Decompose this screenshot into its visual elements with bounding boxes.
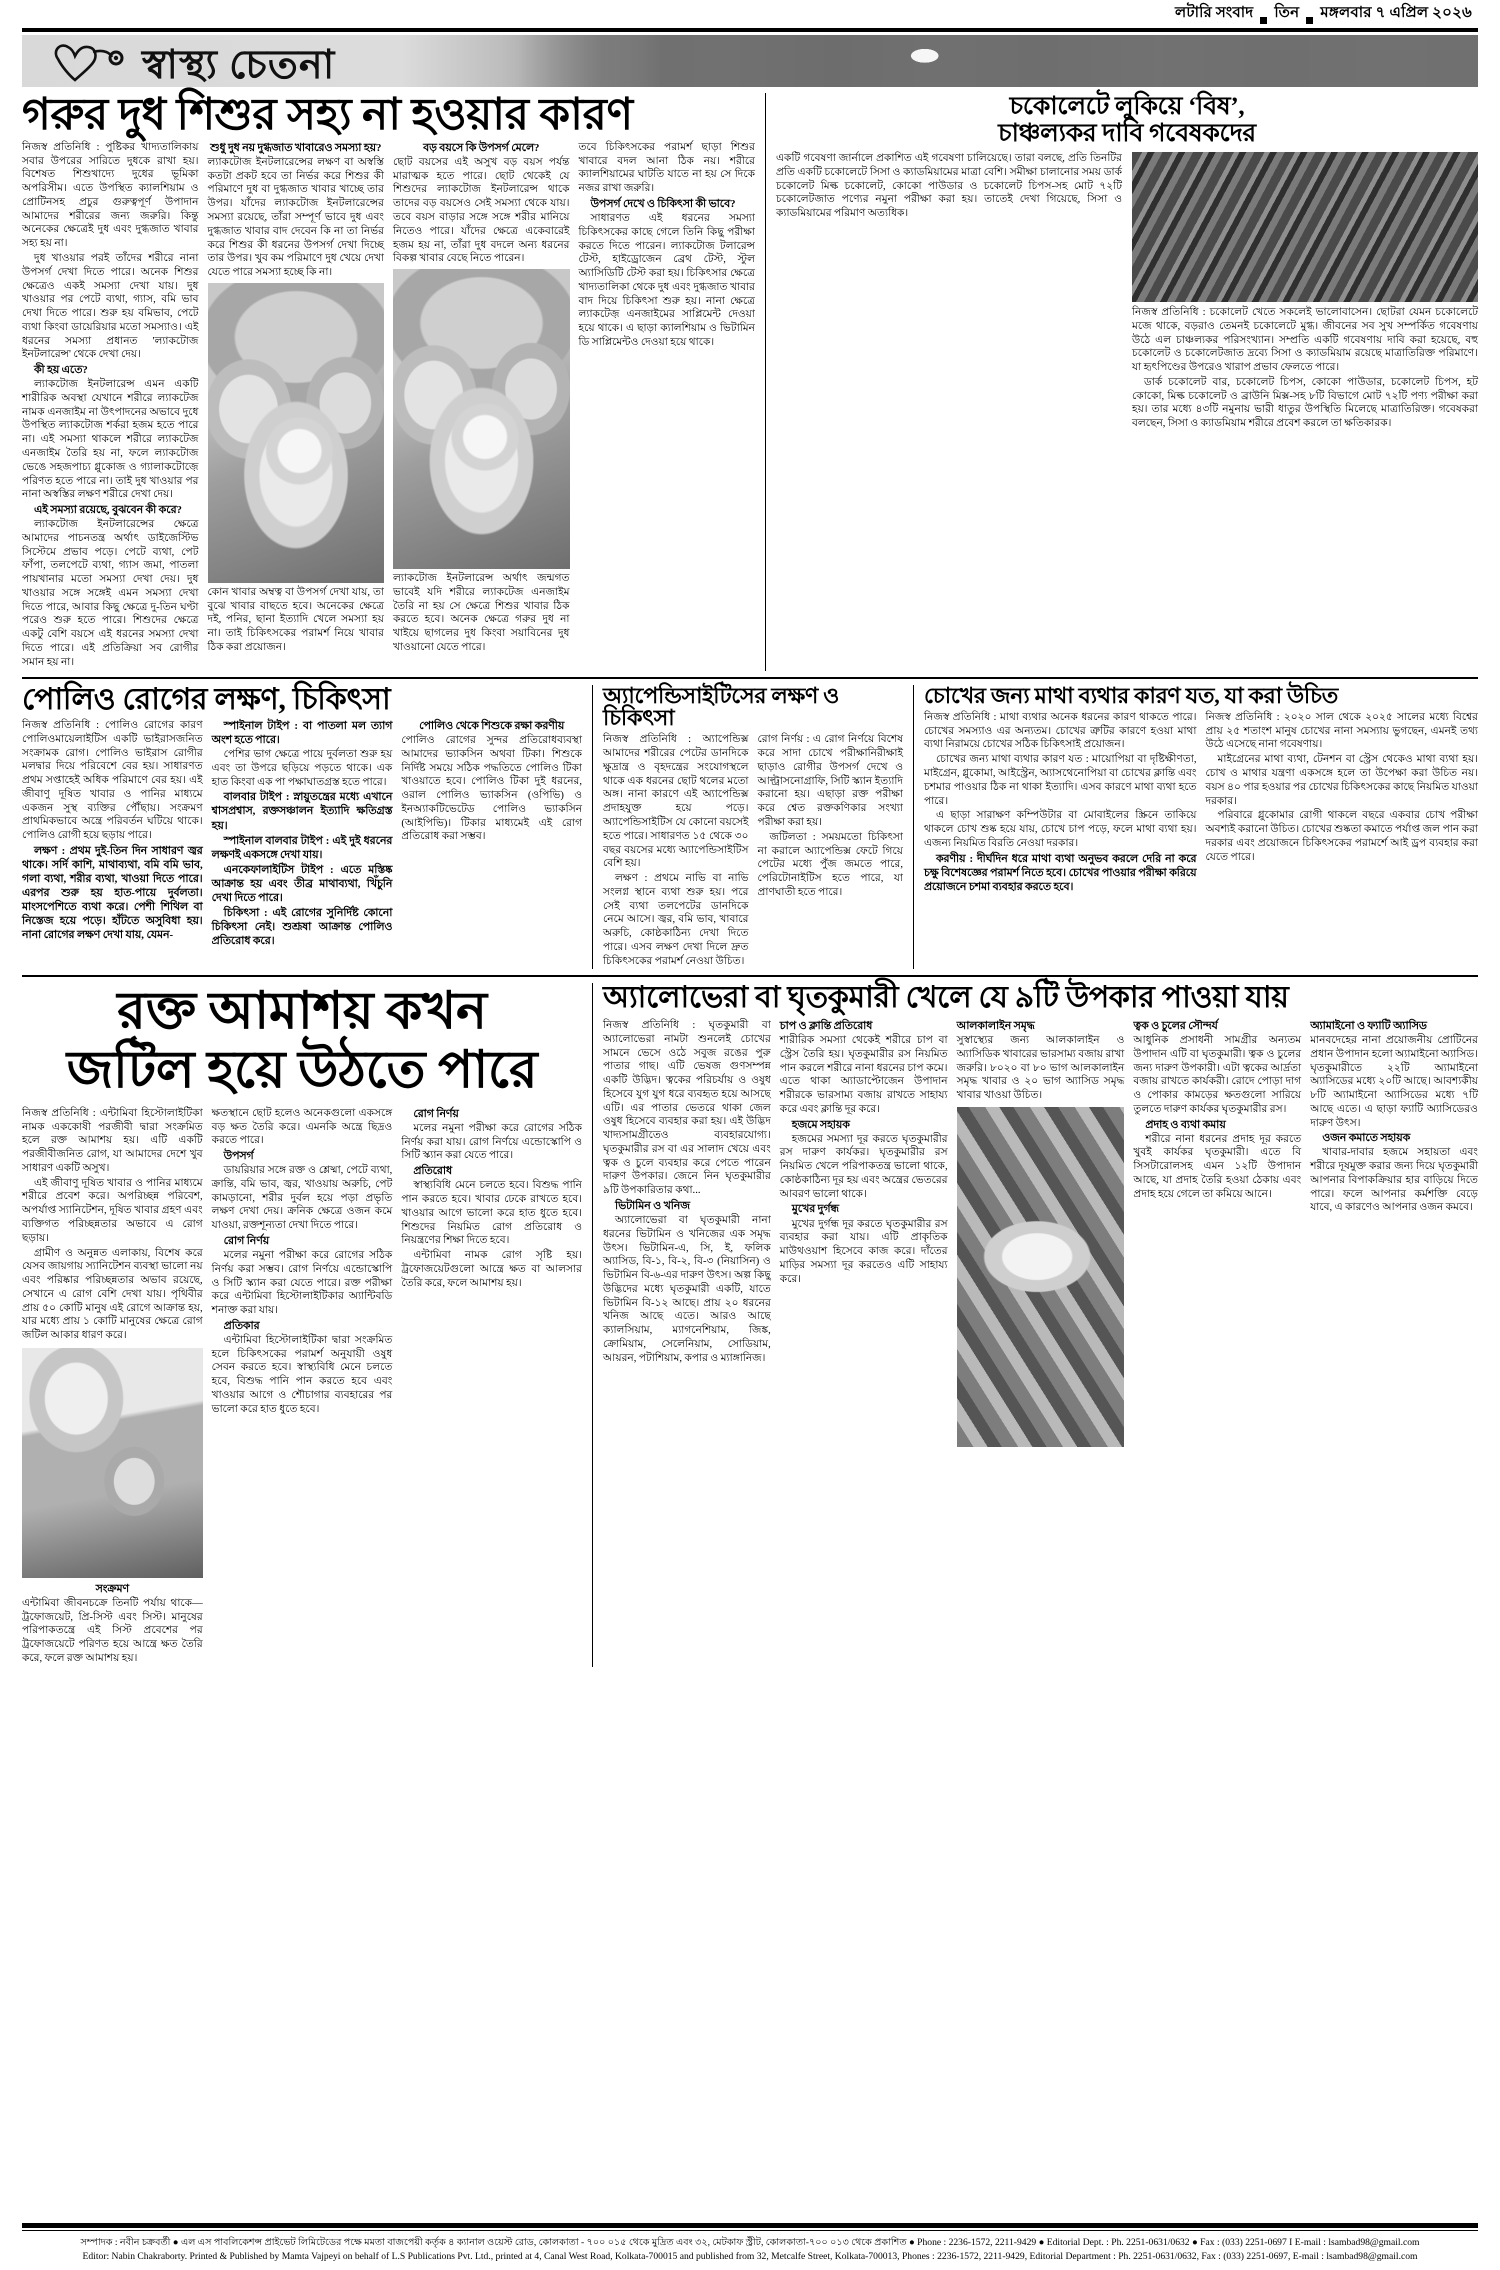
paragraph: শরীরে নানা ধরনের প্রদাহ দূর করতে খুবই কার্যকর ঘৃতকুমারী। এতে বি সিসটারোলসহ এমন ১২টি উপাদান আছে, যা প্রদাহ তৈরি হওয়া ঠেকায় এবং প্রদাহ হয়ে গেলে তা কমিয়ে আনে।: [1133, 1133, 1302, 1200]
paragraph: মলের নমুনা পরীক্ষা করে রোগের সঠিক নির্ণয় করা সম্ভব। রোগ নির্ণয়ে এন্ডোস্কোপি ও সিটি স্ক্যান করা যেতে পারে। রক্ত পরীক্ষা করে এন্টামিবা হিস্টোলাইটিকার অ্যান্টিবডি শনাক্ত করা যায়।: [211, 1250, 393, 1317]
headache-column-2: [1206, 711, 1479, 895]
imprint-bengali: সম্পাদক : নবীন চক্রবর্তী ● এল এস পাবলিকেশন্স প্রাইভেট লিমিটেডের পক্ষে মমতা বাজপেয়ী কর্তৃক ৪ ক্যানাল ওয়েস্ট রোড, কোলকাতা - ৭০০ ০১৫ থেকে মুদ্রিত এবং ৩২, মেটকাফ স্ট্রীট, কোলকাতা-৭০০ ০১৩ থেকে প্রকাশিত ● Phone : 2236-1572, 2211-9429 ● Editorial Dept. : Ph. 2251-0631/0632 ● Fax : (033) 2251-0697 I E-mail : lsambad98@gmail.com: [80, 2237, 1420, 2249]
paragraph: কোন খাবার অম্বত্ব বা উপসর্গ দেখা যায়, তা বুঝে খাবার বাছতে হবে। অনেকের ক্ষেত্রে দই, পনির, ছানা ইত্যাদি খেলে সমস্যা হয় না। তাই চিকিৎসকের পরামর্শ নিয়ে খাবার ঠিক করা প্রয়োজন।: [207, 586, 384, 653]
heart-stethoscope-icon: [50, 39, 136, 83]
square-separator-icon: [1260, 17, 1267, 24]
column-divider: [913, 685, 914, 970]
column-divider: [592, 685, 593, 970]
paragraph: খাবার-দাবার হজমে সহায়তা এবং শরীরে দূষমুক্ত করার জন্য দিয়ে ঘৃতকুমারী আপনার বিপাকক্রিয়ার হার বাড়িয়ে দিতে পারে। ফলে আপনার কর্মশক্তি বেড়ে যাবে, এ কারণেও আপনার ওজন কমবে।: [1310, 1147, 1478, 1214]
subheading: প্রদাহ ও ব্যথা কমায়: [1145, 1118, 1226, 1131]
paragraph: ল্যাকটোজ ইনটলারেন্স এমন একটি শারীরিক অবস্থা যেখানে শরীরে ল্যাকটেজ নামক এনজাইম না উৎপাদনের অভাবে দুধে উপস্থিত ল্যাকটোজ শর্করা হজম হতে পারে না। এই সমস্যা থাকলে শরীরে ল্যাকটেজ এনজাইম তৈরি হয় না, ফলে ল্যাকটোজ ভেঙে সহজপাচ্য গ্লুকোজ ও গ্যালাকটোজ়ে পরিণত হতে পারে না। তাই দুধ খাওয়ার পর নানা অস্বস্তির লক্ষণ শরীরে দেখা দেয়।: [22, 379, 199, 501]
section-title: স্বাস্থ্য চেতনা: [142, 42, 336, 87]
paragraph: ডায়রিয়ার সঙ্গে রক্ত ও শ্লেষ্মা, পেটে ব্যথা, ক্রান্তি, বমি ভাব, জ্বর, খাওয়ায় অরুচি, পেট কামড়ানো, শরীর দুর্বল হয়ে পড়া প্রভৃতি লক্ষণ দেখা দেয়। ক্রনিক ক্ষেত্রে ওজন কমে যাওয়া, রক্তশূন্যতা দেখা দিতে পারে।: [211, 1165, 393, 1232]
paragraph: আধুনিক প্রসাধনী সামগ্রীর অন্যতম উপাদান এটি বা ঘৃতকুমারী। ত্বক ও চুলের জন্য দারুণ উপকারী। এটা ত্বকের আর্দ্রতা বজায় রাখতে কার্যকরী। রোদে পোড়া দাগ ও পোকার কামড়ের ক্ষতগুলো সারিয়ে তুলতে দারুণ কার্যকর ঘৃতকুমারীর রস।: [1133, 1035, 1302, 1115]
paragraph: এ ছাড়া সারাক্ষণ কম্পিউটার বা মোবাইলের স্ক্রিনে তাকিয়ে থাকলে চোখ শুষ্ক হয়ে যায়, চোখে চাপ পড়ে, ফলে মাথা ব্যথা হয়। এজন্য নিয়মিত বিরতি নেওয়া দরকার।: [924, 810, 1197, 849]
polio-headline: পোলিও রোগের লক্ষণ, চিকিৎসা: [22, 682, 391, 716]
paragraph: পরিবারে গ্লুকোমার রোগী থাকলে বছরে একবার চোখ পরীক্ষা অবশ্যই করানো উচিত। চোখের শুষ্কতা কমাতে পর্যাপ্ত জল পান করা দরকার এবং প্রয়োজনে চিকিৎসকের পরামর্শে আই ড্রপ ব্যবহার করা যেতে পারে।: [1205, 810, 1478, 863]
headache-article: [924, 682, 1478, 970]
paragraph: নিজস্ব প্রতিনিধি : পোলিও রোগের কারণ পোলিওমায়েলাইটিস একটি ভাইরাসজনিত সংক্রামক রোগ। পোলিও ভাইরাস রোগীর মলদ্বার দিয়ে পরিবেশে বের হয়। সাধারণত প্রথম সপ্তাহেই অধিক পরিমাণে বের হয়। এই জীবাণু দূষিত খাবার ও পানির মাধ্যমে একজন সুস্থ ব্যক্তির পৌঁছায়। সংক্রমণ প্রাথমিকভাবে অন্ত্রে পরিবর্তন ঘটিয়ে থাকে। পোলিও রোগী হয়ে ছড়ায় পারে।: [22, 720, 203, 842]
paragraph: নিজস্ব প্রতিনিধি : ২০২০ সাল থেকে ২০২৫ সালের মধ্যে বিশ্বের প্রায় ২৫ শতাংশ মানুষ চোখের নানা সমস্যায় ভুগছেন, এমনই তথ্য উঠে এসেছে নানা গবেষণায়।: [1205, 711, 1478, 751]
headache-headline: চোখের জন্য মাথা ব্যথার কারণ যত, যা করা উচিত: [924, 682, 1338, 708]
dysentery-headline-line2: জটিল হয়ে উঠতে পারে: [66, 1041, 538, 1099]
paragraph: গ্রামীণ ও অনুন্নত এলাকায়, বিশেষ করে যেসব জায়গায় স্যানিটেশন ব্যবস্থা ভালো নয় এবং পরিষ্কার পরিচ্ছন্নতার অভাব রয়েছে, সেখানে এ রোগ বেশি দেখা যায়। পৃথিবীর প্রায় ৫০ কোটি মানুষ এই রোগে আক্রান্ত হয়, যার মধ্যে প্রায় ১ কোটি মানুষের ক্ষেত্রে রোগ জটিল আকার ধারণ করে।: [22, 1247, 203, 1342]
subheading: প্রতিকার: [223, 1319, 260, 1332]
subheading: চিকিৎসা : এই রোগের সুনির্দিষ্ট কোনো চিকিৎসা নেই। শুশ্রূষা আক্রান্ত পোলিও প্রতিরোধ করে।: [211, 906, 393, 947]
lead-headline: গরুর দুধ শিশুর সহ্য না হওয়ার কারণ: [22, 90, 633, 139]
aloe-headline: অ্যালোভেরা বা ঘৃতকুমারী খেলে যে ৯টি উপকার পাওয়া যায়: [603, 981, 1289, 1015]
appendicitis-column-1: [603, 733, 749, 969]
subheading: প্রতিরোধ: [413, 1165, 453, 1178]
paragraph: ল্যাকটোজ ইনটলারেন্স অর্থাৎ জন্মগত ভাবেই যদি শরীরে ল্যাকটেজ এনজাইম তৈরি না হয় সে ক্ষেত্রে শিশুর খাবার ঠিক করতে হবে। অনেক ক্ষেত্রে গরুর দুধ না খাইয়ে ছাগলের দুধ কিংবা সয়াবিনের দুধ খাওয়ানো যেতে পারে।: [393, 573, 570, 653]
publication-date: মঙ্গলবার ৭ এপ্রিল ২০২৬: [1320, 5, 1472, 21]
paragraph: ক্ষতস্থানে ছোট হলেও অনেকগুলো একসঙ্গে বড় ক্ষত তৈরি করে। এমনকি অন্ত্রে ছিদ্রও করতে পারে।: [211, 1107, 393, 1147]
paragraph: এন্টামিবা হিস্টোলাইটিকা দ্বারা সংক্রমিত হলে চিকিৎসকের পরামর্শ অনুযায়ী ওষুধ সেবন করতে হবে। স্বাস্থ্যবিধি মেনে চলতে হবে, বিশুদ্ধ পানি পান করতে হবে এবং খাওয়ার আগে ও শৌচাগার ব্যবহারের পর ভালো করে হাত ধুতে হবে।: [211, 1334, 393, 1415]
aloe-column-3: [957, 1019, 1125, 1447]
subheading: হজমে সহায়ক: [791, 1118, 850, 1131]
subheading: মুখের দুর্গন্ধ: [791, 1203, 839, 1216]
subheading: আলকালাইন সমৃদ্ধ: [956, 1019, 1035, 1032]
paragraph: মানবদেহের নানা প্রয়োজনীয় প্রোটিনের প্রধান উপাদান হলো অ্যামাইনো অ্যাসিড। ঘৃতকুমারীতে ২২টি অ্যামাইনো অ্যাসিডের মধ্যে ২০টি আছে। আবশ্যকীয় ৮টি অ্যামাইনো অ্যাসিডের মধ্যে ৭টি আছে এতে। এ ছাড়া ফ্যাটি অ্যাসিডেরও দারুণ উৎস।: [1310, 1035, 1478, 1129]
paragraph: ল্যাকটোজ ইনটলারেন্সের ক্ষেত্রে আমাদের পাচনতন্ত্র অর্থাৎ ডাইজেস্টিভ সিস্টেমে প্রভাব পড়ে। পেটে ব্যথা, পেট ফাঁপা, তলপেটে ব্যথা, গ্যাস জমা, পাতলা পায়খানার মতো সমস্যা দেখা দেয়। দুধ খাওয়ার সঙ্গে সঙ্গেই এমন সমস্যা দেখা দিতে পারে, আবার কিছু ক্ষেত্রে দু-তিন ঘণ্টা পরেও শুরু হতে পারে। শিশুদের ক্ষেত্রে একটু বেশি বয়সে এই ধরনের সমস্যা দেখা দিতে পারে। এই প্রতিক্রিয়া সব রোগীর সমান হয় না।: [22, 519, 199, 668]
child-refusing-milk-photo-continued: [393, 269, 570, 569]
paragraph: চোখের জন্য মাথা ব্যথার কারণ যত : মায়োপিয়া বা দৃষ্টিক্ষীণতা, মাইগ্রেন, গ্লুকোমা, আইস্ট্রেন, অ্যাসথেনোপিয়া বা চোখের ক্লান্তি এবং চশমার পাওয়ার ঠিক না থাকা ইত্যাদি। এসব কারণে মাথা ব্যথা হতে পারে।: [924, 754, 1197, 807]
chocolate-bars-photo: [1132, 152, 1478, 302]
subheading: স্পাইনাল টাইপ : বা পাতলা মল ত্যাগ অংশ হতে পারে।: [211, 720, 393, 747]
subheading: রোগ নির্ণয়: [223, 1235, 270, 1248]
chocolate-article: [776, 93, 1478, 671]
column-divider: [765, 93, 766, 671]
subheading: ওজন কমাতে সহায়ক: [1322, 1132, 1411, 1145]
chocolate-headline-line2: চাঞ্চল্যকর দাবি গবেষকদের: [998, 120, 1256, 147]
chocolate-headline-line1: চকোলেটে লুকিয়ে ‘বিষ’,: [1009, 93, 1245, 120]
paragraph: মুখের দুর্গন্ধ দূর করতে ঘৃতকুমারীর রস ব্যবহার করা যায়। এটি প্রাকৃতিক মাউথওয়াশ হিসেবে কাজ করে। দাঁতের মাড়ির সমস্যা দূর করতেও এটি সাহায্য করে।: [779, 1218, 948, 1285]
aloe-column-2: [780, 1019, 948, 1447]
subheading: বড় বয়সে কি উপসর্গ মেলে?: [423, 141, 540, 154]
section-divider: [22, 677, 1478, 679]
lead-column-3: [393, 141, 570, 671]
paragraph: নিজস্ব প্রতিনিধি : মাথা ব্যথার অনেক ধরনের কারণ থাকতে পারে। চোখের সমস্যাও এর অন্যতম। চোখের ত্রুটির কারণে হওয়া মাথা ব্যথা নিরাময়ে চোখের সঠিক চিকিৎসাই প্রয়োজন।: [924, 711, 1197, 751]
edition-label: লটারি সংবাদ: [1175, 5, 1254, 21]
paragraph: নিজস্ব প্রতিনিধি : চকোলেট খেতে সকলেই ভালোবাসেন। ছোটরা যেমন চকোলেটে মজে থাকে, বড়রাও তেমনই চকোলেটে মুগ্ধ। জীবনের সব সুখ সম্পর্কিত গবেষণায় উঠে এল চাঞ্চল্যকর পরিসংখ্যান। সম্প্রতি একটি গবেষণায় দাবি করা হয়েছে, বহু চকোলেট ও চকোলেটজাত দ্রব্যে সিসা ও ক্যাডমিয়াম রয়েছে মাত্রাতিরিক্ত পরিমাণে। যা হৃৎপিণ্ডের উপরেও খারাপ প্রভাব ফেলতে পারে।: [1132, 307, 1478, 374]
dysentery-column-2: [212, 1107, 393, 1667]
subheading: চাপ ও ক্লান্তি প্রতিরোধ: [779, 1019, 873, 1032]
dysentery-column-3: [401, 1107, 582, 1667]
paragraph: একটি গবেষণা জার্নালে প্রকাশিত এই গবেষণা চালিয়েছে। তারা বলছে, প্রতি তিনটির প্রতি একটি চকোলেটে সিসা ও ক্যাডমিয়ামের মাত্রা বেশি। সমীক্ষা চালানোর সময় ডার্ক চকোলেট মিল্ক চকোলেট, কোকো পাউডার ও চকোলেট চিপস-সহ মোট ৭২টি চকোলেটজাত পণ্যের নমুনা পরীক্ষা করা হয়। তাতেই দেখা গিয়েছে, সিসা ও ক্যাডমিয়ামের পরিমাণ অত্যধিক।: [776, 153, 1122, 220]
footer-divider-thin: [22, 2230, 1478, 2231]
subheading: এনকেফালাইটিস টাইপ : এতে মস্তিষ্ক আক্রান্ত হয় এবং তীব্র মাথাব্যথা, খিঁচুনি দেখা দিতে পারে।: [211, 863, 393, 904]
subheading: লক্ষণ : প্রথম দুই-তিন দিন সাধারণ জ্বর থাকে। সর্দি কাশি, মাথাব্যথা, বমি বমি ভাব, গলা ব্যথা, শরীর ব্যথা, খাওয়া দিতে পারে। এরপর শুরু হয় হাত-পায়ে দুর্বলতা। মাংসপেশিতে ব্যথা করে। পেশী শিথিল বা নিস্তেজ হয়ে পড়ে। হাঁটতে অসুবিধা হয়। নানা রোগের লক্ষণ দেখা যায়, যেমন-: [22, 844, 203, 942]
footer-divider-thick: [22, 2223, 1478, 2228]
lead-column-4: [579, 141, 756, 671]
subheading: কী হয় এতে?: [34, 364, 88, 377]
paragraph: মলের নমুনা পরীক্ষা করে রোগের সঠিক নির্ণয় করা যায়। রোগ নির্ণয়ে এন্ডোস্কোপি ও সিটি স্ক্যান করা যেতে পারে।: [401, 1122, 583, 1162]
paragraph: স্বাস্থ্যবিধি মেনে চলতে হবে। বিশুদ্ধ পানি পান করতে হবে। খাবার ঢেকে রাখতে হবে। খাওয়ার আগে ভালো করে হাত ধুতে হবে। শিশুদের নিয়মিত রোগ প্রতিরোধ ও নিয়ন্ত্রণের শিক্ষা দিতে হবে।: [401, 1180, 583, 1247]
paragraph: দুধ খাওয়ার পরই তাঁদের শরীরে নানা উপসর্গ দেখা দিতে পারে। অনেক শিশুর ক্ষেত্রেও একই সমস্যা দেখা যায়। দুধ খাওয়ার পর পেটে ব্যথা, গ্যাস, বমি ভাব দেখা দিতে পারে। শুরু হয় বমিভাব, পেটে ব্যথা কিংবা ডায়েরিয়ার মতো সমস্যাও। এই ধরনের সমস্যা প্রধানত 'ল্যাকটোজ ইনটলারেন্স' থেকে দেখা দেয়।: [22, 253, 199, 361]
subheading: এই সমস্যা রয়েছে, বুঝবেন কী করে?: [34, 504, 182, 517]
column-divider: [592, 983, 593, 1666]
lead-article: [22, 90, 755, 671]
subheading: অ্যামাইনো ও ফ্যাটি অ্যাসিড: [1310, 1019, 1427, 1032]
polio-column-1: [22, 719, 203, 949]
appendicitis-headline: অ্যাপেন্ডিসাইটিসের লক্ষণ ও চিকিৎসা: [603, 682, 840, 730]
caption-label: সংক্রমণ: [95, 1582, 129, 1595]
paragraph: ল্যাকটোজ ইনটলারেন্সের লক্ষণ বা অস্বস্তি কতটা প্রকট হবে তা নির্ভর করে শিশুর কী পরিমাণে দুধ বা দুগ্ধজাত খাবার খাচ্ছে তার উপর। যাঁদের ল্যাকটোজ ইনটলারেন্সের সমস্যা রয়েছে, তাঁরা সম্পূর্ণ ভাবে দুধ এবং দুগ্ধজাত খাবার বাদ দেবেন কি না তা নির্ভর করে শিশুর কী ধরনের উপসর্গ দেখা দিচ্ছে তার উপর। খুব কম পরিমাণে দুধ খেয়ে দেখা যেতে পারে সমস্যা হচ্ছে কি না।: [207, 156, 384, 279]
polio-column-2: [212, 719, 393, 949]
paragraph: মাইগ্রেনের মাথা ব্যথা, টেনশন বা স্ট্রেস থেকেও মাথা ব্যথা হয়। চোখ ও মাথার যন্ত্রণা একসঙ্গে হলে তা উপেক্ষা করা উচিত নয়। বয়স ৪০ পার হওয়ার পর চোখের চিকিৎসকের কাছে নিয়মিত যাওয়া দরকার।: [1205, 754, 1478, 807]
paragraph: ডার্ক চকোলেট বার, চকোলেট চিপস, কোকো পাউডার, চকোলেট চিপস, হট কোকো, মিল্ক চকোলেট ও ব্রাউনি মিক্স-সহ ৮টি বিভাগে মোট ৭২টি পণ্য পরীক্ষা করা হয়। তার মধ্যে ৪৩টি নমুনায় ভারী ধাতুর উপস্থিতি মিলেছে মাত্রাতিরিক্ত। গবেষকরা বলছেন, সিসা ও ক্যাডমিয়াম শরীরে প্রবেশ করলে তা ক্ষতিকারক।: [1132, 376, 1478, 430]
dysentery-article: [22, 983, 582, 1666]
lead-column-2: [208, 141, 385, 671]
paragraph: অ্যালোভেরা বা ঘৃতকুমারী নানা ধরনের ভিটামিন ও খনিজের এক সমৃদ্ধ উৎস। ভিটামিন-এ, সি, ই, ফলিক অ্যাসিড, বি-১, বি-২, বি-৩ (নিয়াসিন) ও ভিটামিন বি-৬-এর দারুণ উৎস। অল্প কিছু উদ্ভিদের মধ্যে ঘৃতকুমারী একটি, যাতে ভিটামিন বি-১২ আছে। প্রায় ২০ ধরনের খনিজ আছে এতে। আরও আছে ক্যালসিয়াম, ম্যাগনেশিয়াম, জিঙ্ক, ক্রোমিয়াম, সেলেনিয়াম, সোডিয়াম, আয়রন, পটাশিয়াম, কপার ও ম্যাঙ্গানিজ।: [603, 1214, 771, 1364]
polio-column-3: [401, 719, 582, 949]
paragraph: এন্টামিবা নামক রোগ সৃষ্টি হয়। ট্রফোজয়েটগুলো আন্ত্রে ক্ষত বা আলসার তৈরি করে, ফলে আমাশয় হয়।: [401, 1250, 583, 1289]
child-refusing-milk-photo: [208, 283, 385, 583]
subheading: ভিটামিন ও খনিজ: [615, 1199, 690, 1212]
paragraph: পোলিও রোগের সুন্দর প্রতিরোধব্যবস্থা আমাদের ভ্যাকসিন অথবা টিকা। শিশুকে নির্দিষ্ট সময়ে সঠিক পদ্ধতিতে পোলিও টিকা খাওয়াতে হবে। পোলিও টিকা দুই ধরনের, ওরাল পোলিও ভ্যাকসিন (ওপিভি) ও ইনঅ্যাকটিভেটেড পোলিও ভ্যাকসিন (আইপিভি)। টিকার মাধ্যমেই এই রোগ প্রতিরোধ করা সম্ভব।: [401, 735, 583, 843]
aloe-column-5: [1310, 1019, 1478, 1447]
page-number: তিন: [1274, 5, 1300, 21]
paragraph: নিজস্ব প্রতিনিধি : পুষ্টিকর খাদ্যতালিকায় সবার উপরের সারিতে দুধকে রাখা হয়। বিশেষত শিশুখাদ্যে দুধের ভূমিকা অপরিসীম। এতে উপস্থিত ক্যালশিয়াম ও প্রোটিনসহ প্রচুর গুরুত্বপূর্ণ উপাদান আমাদের শরীরের জন্য জরুরি। কিন্তু অনেকের ক্ষেত্রেই দুধ এবং দুগ্ধজাত খাবার সহ্য হয় না।: [22, 141, 199, 250]
paragraph: পেশির ভাগ ক্ষেত্রে পায়ে দুর্বলতা শুরু হয় এবং তা উপরে ছড়িয়ে পড়তে থাকে। এক হাত কিংবা এক পা পক্ষাঘাতগ্রস্ত হতে পারে।: [211, 749, 393, 788]
appendicitis-column-2: [758, 733, 904, 969]
paragraph: এই জীবাণু দূষিত খাবার ও পানির মাধ্যমে শরীরে প্রবেশ করে। অপরিচ্ছন্ন পরিবেশ, অপর্যাপ্ত স্যানিটেশন, দূষিত খাবার গ্রহণ এবং ব্যক্তিগত পরিচ্ছন্নতার অভাবে এ রোগ ছড়ায়।: [22, 1177, 203, 1244]
subheading: উপসর্গ: [223, 1150, 254, 1163]
section-divider: [22, 975, 1478, 977]
paragraph: জটিলতা : সময়মতো চিকিৎসা না করালে অ্যাপেন্ডিক্স ফেটে গিয়ে পেটের মধ্যে পুঁজ জমতে পারে, পেরিটোনাইটিস হতে পারে, যা প্রাণঘাতী হতে পারে।: [757, 831, 903, 898]
page-footer: [22, 2219, 1478, 2264]
subheading: উপসর্গ দেখে ও চিকিৎসা কী ভাবে?: [590, 197, 736, 210]
aloe-vera-gel-photo: [957, 1107, 1125, 1447]
subheading: রোগ নির্ণয়: [413, 1107, 459, 1120]
subheading: স্পাইনাল বালবার টাইপ : এই দুই ধরনের লক্ষণই একসঙ্গে দেখা যায়।: [211, 834, 393, 861]
subheading: বালবার টাইপ : স্নায়ুতন্ত্রের মধ্যে এখানে শ্বাসপ্রশ্বাস, রক্তসঞ্চালন ইত্যাদি ক্ষতিগ্রস্ত হয়।: [211, 791, 393, 832]
aloe-article: [603, 983, 1478, 1666]
appendicitis-article: [603, 682, 903, 970]
photo-caption: এন্টামিবা জীবনচক্রে তিনটি পর্যায় থাকে— ট্রফোজয়েট, প্রি-সিস্ট এবং সিস্ট। মানুষের পরিপাকতন্ত্রে এই সিস্ট প্রবেশের পর ট্রফোজয়েটে পরিণত হয়ে আন্ত্রে ক্ষত তৈরি করে, ফলে রক্ত আমাশয় হয়।: [22, 1597, 203, 1664]
section-masthead: [22, 35, 1478, 87]
aloe-column-1: [603, 1019, 771, 1447]
paragraph: সুস্বাস্থ্যের জন্য আলকালাইন ও অ্যাসিডিক খাবারের ভারসাম্য বজায় রাখা জরুরি। ৮০২০ বা ৮০ ভাগ আলকালাইন সমৃদ্ধ খাবার ও ২০ ভাগ অ্যাসিড সমৃদ্ধ খাবার খাওয়া উচিত।: [956, 1035, 1125, 1102]
lead-column-1: [22, 141, 199, 671]
chocolate-column-1: [776, 152, 1122, 432]
doctor-writing-prescription-photo: [22, 1348, 203, 1578]
paragraph: নিজস্ব প্রতিনিধি : ঘৃতকুমারী বা অ্যালোভেরা নামটা শুনলেই চোখের সামনে ভেসে ওঠে সবুজ রঙের পুরু পাতার গাছ। এটি ভেষজ গুণসম্পন্ন একটি উদ্ভিদ। ত্বকের পরিচর্যায় ও ওষুধ হিসেবে যুগ যুগ ধরে ব্যবহৃত হয়ে আসছে এটি। এর পাতার ভেতরে থাকা জেল ওষুধ হিসেবে ব্যবহার করা হয়। এই উদ্ভিদ খাদ্যসামগ্রীতেও ব্যবহারযোগ্য। ঘৃতকুমারীর রস বা এর সালাদ খেয়ে এবং ত্বক ও চুলে ব্যবহার করে পেতে পারেন দারুণ উপকার। জেনে নিন ঘৃতকুমারীর ৯টি উপকারিতার কথা...: [603, 1019, 771, 1197]
header-divider: [22, 28, 1478, 32]
paragraph: লক্ষণ : প্রথমে নাভি বা নাভি সংলগ্ন স্থানে ব্যথা শুরু হয়। পরে সেই ব্যথা তলপেটের ডানদিকে নেমে আসে। জ্বর, বমি ভাব, খাবারে অরুচি, কোষ্ঠকাঠিন্য দেখা দিতে পারে। এসব লক্ষণ দেখা দিলে দ্রুত চিকিৎসকের পরামর্শ নেওয়া উচিত।: [603, 873, 749, 967]
paragraph: হজমের সমস্যা দূর করতে ঘৃতকুমারীর রস দারুণ কার্যকর। ঘৃতকুমারীর রস নিয়মিত খেলে পরিপাকতন্ত্র ভালো থাকে, কোষ্ঠকাঠিন্য দূর হয় এবং অন্ত্রের ভেতরের আবরণ ভালো থাকে।: [779, 1133, 948, 1200]
paragraph: সাধারণত এই ধরনের সমস্যা চিকিৎসকের কাছে গেলে তিনি কিছু পরীক্ষা করতে দিতে পারেন। ল্যাকটোজ টলারেন্স টেস্ট, হাইড্রোজেন ব্রেথ টেস্ট, স্টুল অ্যাসিডিটি টেস্ট করা হয়। চিকিৎসার ক্ষেত্রে খাদ্যতালিকা থেকে দুধ এবং দুগ্ধজাত খাবার বাদ দিয়ে চিকিৎসা শুরু হয়। নানা ক্ষেত্রে ল্যাকটেজ় এনজাইমের সাপ্লিমেন্ট দেওয়া হয়ে থাকে। এ ছাড়া ক্যালশিয়াম ও ভিটামিন ডি সাপ্লিমেন্টও দেওয়া হয়ে থাকে।: [578, 212, 755, 348]
paragraph: নিজস্ব প্রতিনিধি : এন্টামিবা হিস্টোলাইটিকা নামক এককোষী পরজীবী দ্বারা সংক্রমিত হলে রক্ত আমাশয় হয়। এটি একটি পরজীবীজনিত রোগ, যা আমাদের দেশে খুব সাধারণ একটি অসুখ।: [22, 1107, 203, 1174]
imprint-english: Editor: Nabin Chakraborty. Printed & Published by Mamta Vajpeyi on behalf of L.S Publications Pvt. Ltd., printed at 4, Canal West Road, Kolkata-700015 and published from 32, Metcalfe Street, Kolkata-700013, Phones : 2236-1572, 2211-9429, Editorial Department : Ph. 2251-0631/0632, Fax : (033) 2251-0697, E-mail : lsambad98@gmail.com: [82, 2251, 1418, 2263]
page-header-strip: [22, 0, 1478, 26]
paragraph: ছোট বয়সের এই অসুখ বড় বয়স পর্যন্ত মারাত্মক হতে পারে। ছোট থেকেই যে শিশুদের ল্যাকটোজ ইনটলারেন্স থাকে তাদের বড় বয়সেও সেই সমস্যা থেকে যায়। তবে বয়স বাড়ার সঙ্গে সঙ্গে শরীর মানিয়ে নিতেও পারে। যাঁদের ক্ষেত্রে একেবারেই হজম হয় না, তাঁরা দুধ বদলে অন্য ধরনের বিকল্প খাবার বেছে নিতে পারেন।: [393, 156, 570, 265]
subheading: করণীয় : দীর্ঘদিন ধরে মাথা ব্যথা অনুভব করলে দেরি না করে চক্ষু বিশেষজ্ঞের পরামর্শ নিতে হবে। চোখের পাওয়ার পরীক্ষা করিয়ে প্রয়োজনে চশমা ব্যবহার করতে হবে।: [924, 852, 1197, 893]
subheading: পোলিও থেকে শিশুকে রক্ষা করণীয়: [419, 720, 565, 733]
paragraph: শারীরিক সমস্যা থেকেই শরীরে চাপ বা স্ট্রেস তৈরি হয়। ঘৃতকুমারীর রস নিয়মিত পান করলে শরীরে নানা ধরনের চাপ কমে। এতে থাকা অ্যাডাপ্টোজেন উপাদান শরীরকে ভারসাম্য বজায় রাখতে সাহায্য করে এবং ক্লান্তি দূর করে।: [779, 1035, 948, 1115]
paragraph: তবে চিকিৎসকের পরামর্শ ছাড়া শিশুর খাবারে বদল আনা ঠিক নয়। শরীরে ক্যালশিয়ামের ঘাটতি যাতে না হয় সে দিকে নজর রাখা জরুরি।: [578, 141, 755, 195]
subheading: শুধু দুধ নয় দুগ্ধজাত খাবারেও সমস্যা হয়?: [210, 141, 382, 154]
paragraph: নিজস্ব প্রতিনিধি : অ্যাপেন্ডিক্স আমাদের শরীরের পেটের ডানদিকে ক্ষুদ্রান্ত্র ও বৃহদন্ত্রের সংযোগস্থলে থাকে এক ধরনের ছোট থলের মতো অঙ্গ। নানা কারণে এই অ্যাপেন্ডিক্স প্রদাহযুক্ত হয়ে পড়ে। অ্যাপেন্ডিসাইটিস যে কোনো বয়সেই হতে পারে। সাধারণত ১৫ থেকে ৩০ বছর বয়সের মধ্যে অ্যাপেন্ডিসাইটিস বেশি হয়।: [603, 734, 749, 870]
paragraph: রোগ নির্ণয় : এ রোগ নির্ণয়ে বিশেষ করে সাদা চোখে পরীক্ষানিরীক্ষাই ছাড়াও রোগীর উপসর্গ দেখে ও আল্ট্রাসনোগ্রাফি, সিটি স্ক্যান ইত্যাদি করানো হয়। এছাড়া রক্ত পরীক্ষা করে শ্বেত রক্তকণিকার সংখ্যা পরীক্ষা করা হয়।: [757, 734, 903, 828]
subheading: ত্বক ও চুলের সৌন্দর্য: [1133, 1019, 1218, 1032]
aloe-column-4: [1133, 1019, 1301, 1447]
headache-column-1: [924, 711, 1197, 895]
dysentery-column-1: [22, 1107, 203, 1667]
square-separator-icon: [1306, 17, 1313, 24]
polio-article: [22, 682, 583, 970]
dysentery-headline-line1: রক্ত আমাশয় কখন: [117, 983, 487, 1041]
chocolate-column-2: [1132, 152, 1478, 432]
